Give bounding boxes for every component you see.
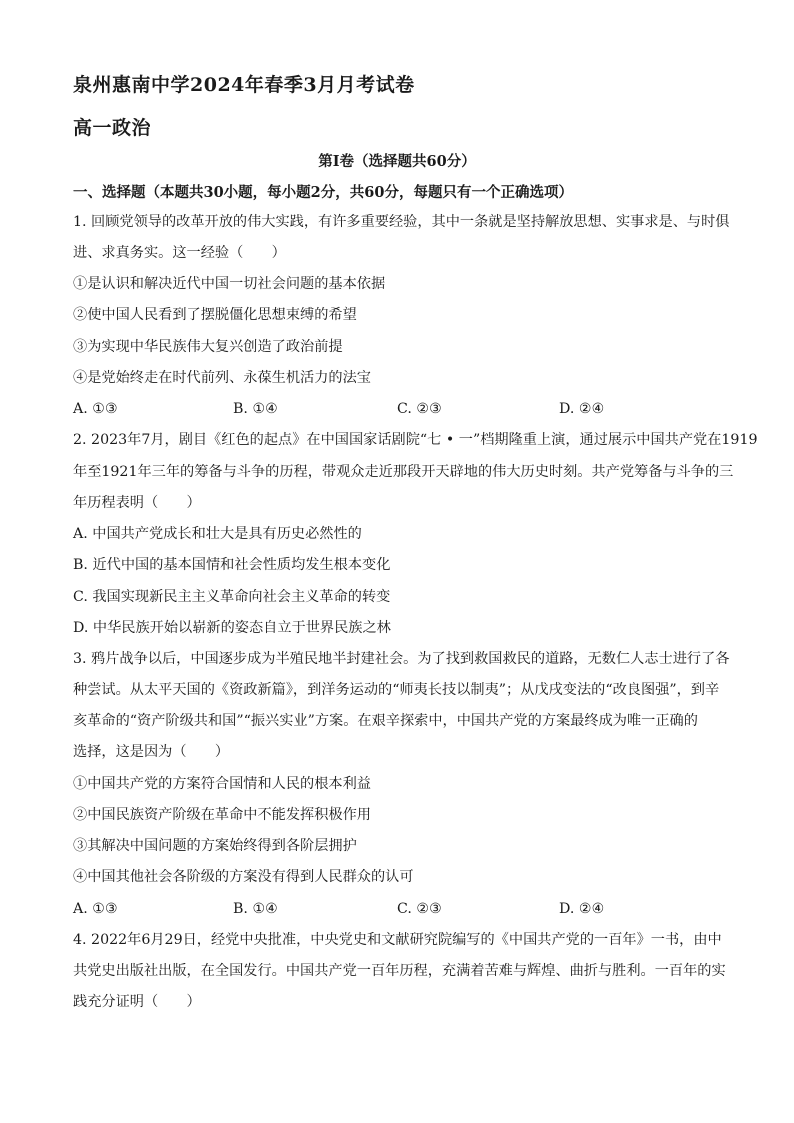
question-3-line-3: 亥革命的“资产阶级共和国”“振兴实业”方案。在艰辛探索中，中国共产党的方案最终成为唯一正确的 xyxy=(73,713,698,729)
question-4-line-3: 践充分证明（ ） xyxy=(73,994,201,1010)
question-3-item-3: ③其解决中国问题的方案始终得到各阶层拥护 xyxy=(73,838,357,854)
question-2-option-a: A. 中国共产党成长和壮大是具有历史必然性的 xyxy=(73,526,362,542)
question-3-item-2: ②中国民族资产阶级在革命中不能发挥积极作用 xyxy=(73,807,371,823)
question-4-line-1: 4. 2022年6月29日，经党中央批准，中央党史和文献研究院编写的《中国共产党的一百年》一书，由中 xyxy=(73,932,722,948)
question-1-line-1: 1. 回顾党领导的改革开放的伟大实践，有许多重要经验，其中一条就是坚持解放思想、实事求是、与时俱 xyxy=(73,214,730,230)
exam-subject: 高一政治 xyxy=(73,117,152,139)
question-3-line-1: 3. 鸦片战争以后，中国逐步成为半殖民地半封建社会。为了找到救国救民的道路，无数仁人志士进行了各 xyxy=(73,651,730,667)
question-2-line-2: 年至1921年三年的筹备与斗争的历程，带观众走近那段开天辟地的伟大历史时刻。共产党筹备与斗争的三 xyxy=(73,464,734,480)
question-1-item-1: ①是认识和解决近代中国一切社会问题的基本依据 xyxy=(73,276,386,292)
question-3-item-1: ①中国共产党的方案符合国情和人民的根本利益 xyxy=(73,776,371,792)
question-1-line-2: 进、求真务实。这一经验（ ） xyxy=(73,245,286,261)
question-3-choice-d: D. ②④ xyxy=(559,901,605,917)
question-1-choice-b: B. ①④ xyxy=(233,401,278,417)
question-2-line-1: 2. 2023年7月，剧目《红色的起点》在中国国家话剧院“七 • 一”档期隆重上演，通过展示中国共产党在1919 xyxy=(73,432,758,448)
question-2-option-d: D. 中华民族开始以崭新的姿态自立于世界民族之林 xyxy=(73,620,391,636)
question-1-choice-c: C. ②③ xyxy=(397,401,442,417)
question-1-item-4: ④是党始终走在时代前列、永葆生机活力的法宝 xyxy=(73,370,371,386)
question-1-choice-d: D. ②④ xyxy=(559,401,605,417)
question-1-item-2: ②使中国人民看到了摆脱僵化思想束缚的希望 xyxy=(73,307,357,323)
question-1-item-3: ③为实现中华民族伟大复兴创造了政治前提 xyxy=(73,339,343,355)
question-2-option-b: B. 近代中国的基本国情和社会性质均发生根本变化 xyxy=(73,557,391,573)
question-3-line-2: 种尝试。从太平天国的《资政新篇》，到洋务运动的“师夷长技以制夷”；从戊戌变法的“改良图强”，到辛 xyxy=(73,682,720,698)
question-2-option-c: C. 我国实现新民主主义革命向社会主义革命的转变 xyxy=(73,589,391,605)
question-2-line-3: 年历程表明（ ） xyxy=(73,495,201,511)
section-title: 第Ⅰ卷（选择题共60分） xyxy=(318,153,476,170)
part-title: 一、选择题（本题共30小题，每小题2分，共60分，每题只有一个正确选项） xyxy=(73,184,573,201)
exam-title: 泉州惠南中学2024年春季3月月考试卷 xyxy=(73,74,415,96)
question-4-line-2: 共党史出版社出版，在全国发行。中国共产党一百年历程，充满着苦难与辉煌、曲折与胜利。一百年的实 xyxy=(73,963,726,979)
question-3-choice-b: B. ①④ xyxy=(233,901,278,917)
question-3-choice-a: A. ①③ xyxy=(73,901,118,917)
question-3-line-4: 选择，这是因为（ ） xyxy=(73,744,230,760)
question-1-choice-a: A. ①③ xyxy=(73,401,118,417)
question-3-choice-c: C. ②③ xyxy=(397,901,442,917)
question-3-item-4: ④中国其他社会各阶级的方案没有得到人民群众的认可 xyxy=(73,869,414,885)
